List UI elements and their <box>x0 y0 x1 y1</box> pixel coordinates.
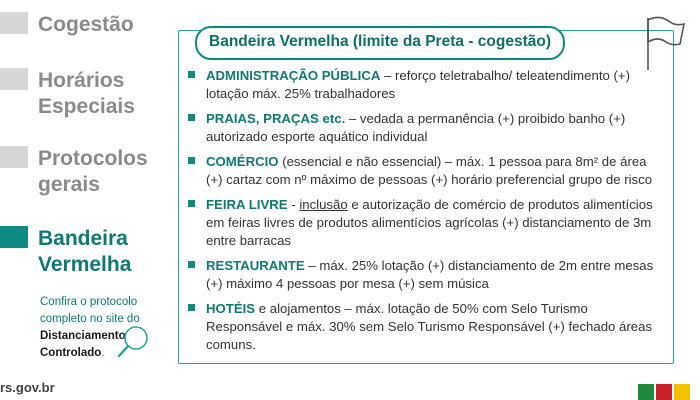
stripe-yellow <box>674 384 690 400</box>
bullet-square <box>188 200 195 207</box>
stripe-green <box>638 384 654 400</box>
protocol-note: Confira o protocolo completo no site do Distanciamento Controlado. <box>40 296 140 359</box>
bullet-square <box>188 304 195 311</box>
stripe-red <box>656 384 672 400</box>
list-item: ADMINISTRAÇÃO PÚBLICA – reforço teletrabalho/ teleatendimento (+) lotação máx. 25% trabalhadores <box>186 67 666 103</box>
nav-label: Bandeira Vermelha <box>38 227 132 276</box>
bullet-square <box>188 157 195 164</box>
nav-label: Cogestão <box>38 13 134 36</box>
nav-label: Protocolos gerais <box>38 147 148 196</box>
list-item: RESTAURANTE – máx. 25% lotação (+) distanciamento de 2m entre mesas (+) máximo 4 pessoas por mesa (+) sem música <box>186 257 666 293</box>
nav-marker-active <box>0 226 28 248</box>
nav-item-protocolos-gerais[interactable] <box>0 146 148 198</box>
flag-stripes <box>636 384 690 400</box>
list-item: PRAIAS, PRAÇAS etc. – vedada a permanência (+) proibido banho (+) autorizado esporte aquático individual <box>186 110 666 146</box>
measures-list <box>186 67 666 361</box>
bullet-square <box>188 71 195 78</box>
nav-item-horarios-especiais[interactable] <box>0 68 135 120</box>
box-title: Bandeira Vermelha (limite da Preta - cogestão) <box>195 26 565 60</box>
list-item: FEIRA LIVRE - inclusão e autorização de comércio de produtos alimentícios em feiras livres de produtos alimentícios agrícolas (+) distanciamento de 3m entre barracas <box>186 196 666 250</box>
list-item: COMÉRCIO (essencial e não essencial) – máx. 1 pessoa para 8m² de área (+) cartaz com nº máximo de pessoas (+) horário preferencial grupo de risco <box>186 153 666 189</box>
nav-label: Horários Especiais <box>38 69 135 118</box>
nav-marker <box>0 12 28 34</box>
nav-item-bandeira-vermelha[interactable] <box>0 226 131 278</box>
list-item: HOTÉIS e alojamentos – máx. lotação de 50% com Selo Turismo Responsável e máx. 30% sem Selo Turismo Responsável (+) fechado áreas comuns. <box>186 300 666 354</box>
nav-item-cogestao[interactable] <box>0 12 134 38</box>
footer-domain: rs.gov.br <box>0 380 55 395</box>
magnifier-icon[interactable] <box>114 322 154 362</box>
nav-marker <box>0 68 28 90</box>
bullet-square <box>188 114 195 121</box>
bullet-square <box>188 261 195 268</box>
nav-marker <box>0 146 28 168</box>
flag-outline-icon <box>636 12 686 72</box>
